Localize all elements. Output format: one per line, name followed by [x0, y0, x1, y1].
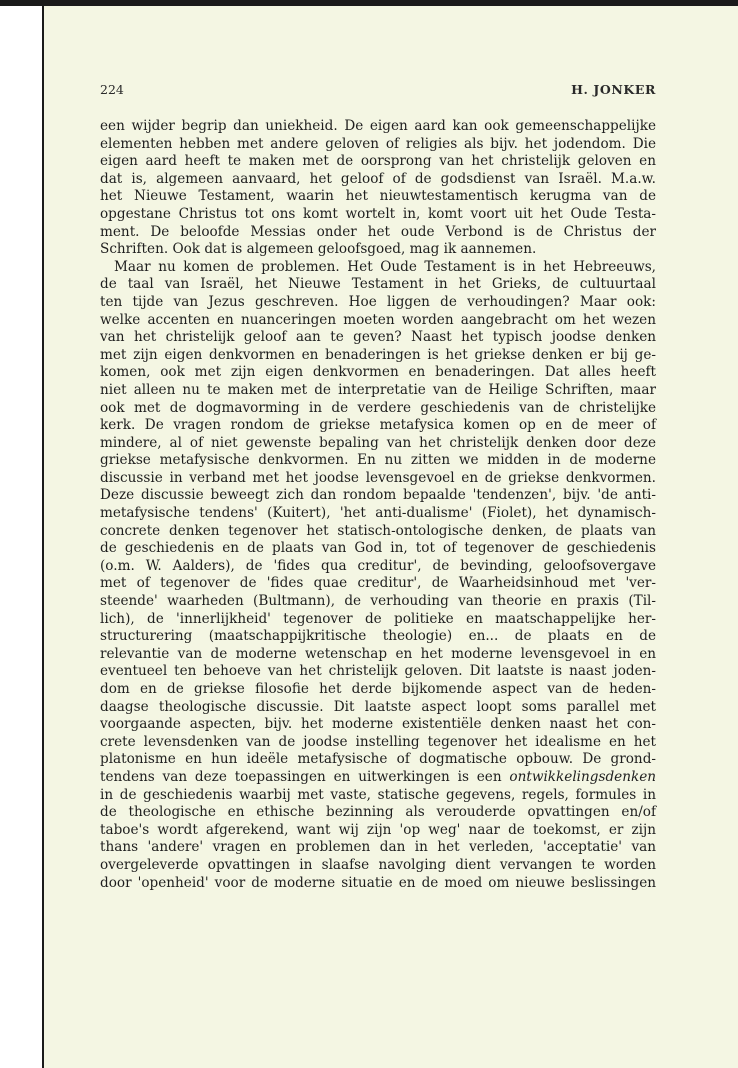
text-line: ment. De beloofde Messias onder het oude Verbond is de Christus der: [100, 223, 656, 240]
text-line: de theologische en ethische bezinning als verouderde opvattingen en/of: [100, 804, 656, 821]
text-line: mindere, al of niet gewenste bepaling van het christelijk denken door deze: [100, 434, 656, 451]
text-line: structurering (maatschappijkritische theologie) en... de plaats en de: [100, 628, 656, 645]
page-number: 224: [100, 82, 124, 97]
text-line: metafysische tendens' (Kuitert), 'het anti-dualisme' (Fiolet), het dynamisch-: [100, 505, 656, 522]
text-line: ten tijde van Jezus geschreven. Hoe liggen de verhoudingen? Maar ook:: [100, 293, 656, 310]
text-line: elementen hebben met andere geloven of religies als bijv. het jodendom. Die: [100, 135, 656, 152]
running-head-author: H. JONKER: [571, 82, 656, 97]
text-line: in de geschiedenis waarbij met vaste, statische gegevens, regels, formules in: [100, 786, 656, 803]
text-line: crete levensdenken van de joodse instelling tegenover het idealisme en het: [100, 733, 656, 750]
text-line: het Nieuwe Testament, waarin het nieuwtestamentisch kerugma van de: [100, 188, 656, 205]
text-line: lich), de 'innerlijkheid' tegenover de politieke en maatschappelijke her-: [100, 610, 656, 627]
text-line: taboe's wordt afgerekend, want wij zijn 'op weg' naar de toekomst, er zijn: [100, 821, 656, 838]
text-line: concrete denken tegenover het statisch-ontologische denken, de plaats van: [100, 522, 656, 539]
text-line: griekse metafysische denkvormen. En nu zitten we midden in de moderne: [100, 452, 656, 469]
text-line: steende' waarheden (Bultmann), de verhouding van theorie en praxis (Til-: [100, 593, 656, 610]
text-line: Deze discussie beweegt zich dan rondom bepaalde 'tendenzen', bijv. 'de anti-: [100, 487, 656, 504]
emphasized-term: ontwikkelingsdenken: [509, 768, 656, 785]
text-line: Maar nu komen de problemen. Het Oude Testament is in het Hebreeuws,: [114, 258, 656, 275]
text-line: met of tegenover de 'fides quae creditur', de Waarheidsinhoud met 'ver-: [100, 575, 656, 592]
text-line: met zijn eigen denkvormen en benaderingen is het griekse denken er bij ge-: [100, 346, 656, 363]
body-text: [100, 118, 656, 892]
text-line: van het christelijk geloof aan te geven? Naast het typisch joodse denken: [100, 329, 656, 346]
text-line: eigen aard heeft te maken met de oorsprong van het christelijk geloven en: [100, 153, 656, 170]
text-line: de taal van Israël, het Nieuwe Testament in het Grieks, de cultuurtaal: [100, 276, 656, 293]
text-line-with-emphasis: [100, 769, 656, 787]
text-line: thans 'andere' vragen en problemen dan in het verleden, 'acceptatie' van: [100, 839, 656, 856]
text-line: komen, ook met zijn eigen denkvormen en benaderingen. Dat alles heeft: [100, 364, 656, 381]
text-line: voorgaande aspecten, bijv. het moderne existentiële denken naast het con-: [100, 716, 656, 733]
text-line: Schriften. Ook dat is algemeen geloofsgoed, mag ik aannemen.: [100, 241, 537, 258]
text-line: platonisme en hun ideële metafysische of dogmatische opbouw. De grond-: [100, 751, 656, 768]
text-line: dat is, algemeen aanvaard, het geloof of de godsdienst van Israël. M.a.w.: [100, 170, 656, 187]
running-header: [100, 82, 656, 102]
text-line-start: tendens van deze toepassingen en uitwerkingen is een: [100, 768, 502, 785]
text-line: welke accenten en nuanceringen moeten worden aangebracht om het wezen: [100, 311, 656, 328]
text-line: ook met de dogmavorming in de verdere geschiedenis van de christelijke: [100, 399, 656, 416]
text-line: overgeleverde opvattingen in slaafse navolging dient vervangen te worden: [100, 856, 656, 873]
text-line: niet alleen nu te maken met de interpretatie van de Heilige Schriften, maar: [100, 381, 656, 398]
text-line: dom en de griekse filosofie het derde bijkomende aspect van de heden-: [100, 681, 656, 697]
text-line: kerk. De vragen rondom de griekse metafysica komen op en de meer of: [100, 417, 656, 434]
text-line: (o.m. W. Aalders), de 'fides qua creditur', de bevinding, geloofsovergave: [100, 557, 656, 574]
text-line: door 'openheid' voor de moderne situatie en de moed om nieuwe beslissingen: [100, 874, 656, 891]
text-line: de geschiedenis en de plaats van God in, tot of tegenover de geschiedenis: [100, 540, 656, 557]
text-line: discussie in verband met het joodse levensgevoel en de griekse denkvormen.: [100, 469, 656, 486]
text-line: relevantie van de moderne wetenschap en het moderne levensgevoel in en: [100, 645, 656, 662]
text-line: opgestane Christus tot ons komt wortelt in, komt voort uit het Oude Testa-: [100, 205, 656, 222]
text-line: daagse theologische discussie. Dit laatste aspect loopt soms parallel met: [100, 698, 656, 715]
text-line: een wijder begrip dan uniekheid. De eigen aard kan ook gemeenschappelijke: [100, 118, 656, 134]
text-line: eventueel ten behoeve van het christelijk geloven. Dit laatste is naast joden-: [100, 663, 656, 680]
